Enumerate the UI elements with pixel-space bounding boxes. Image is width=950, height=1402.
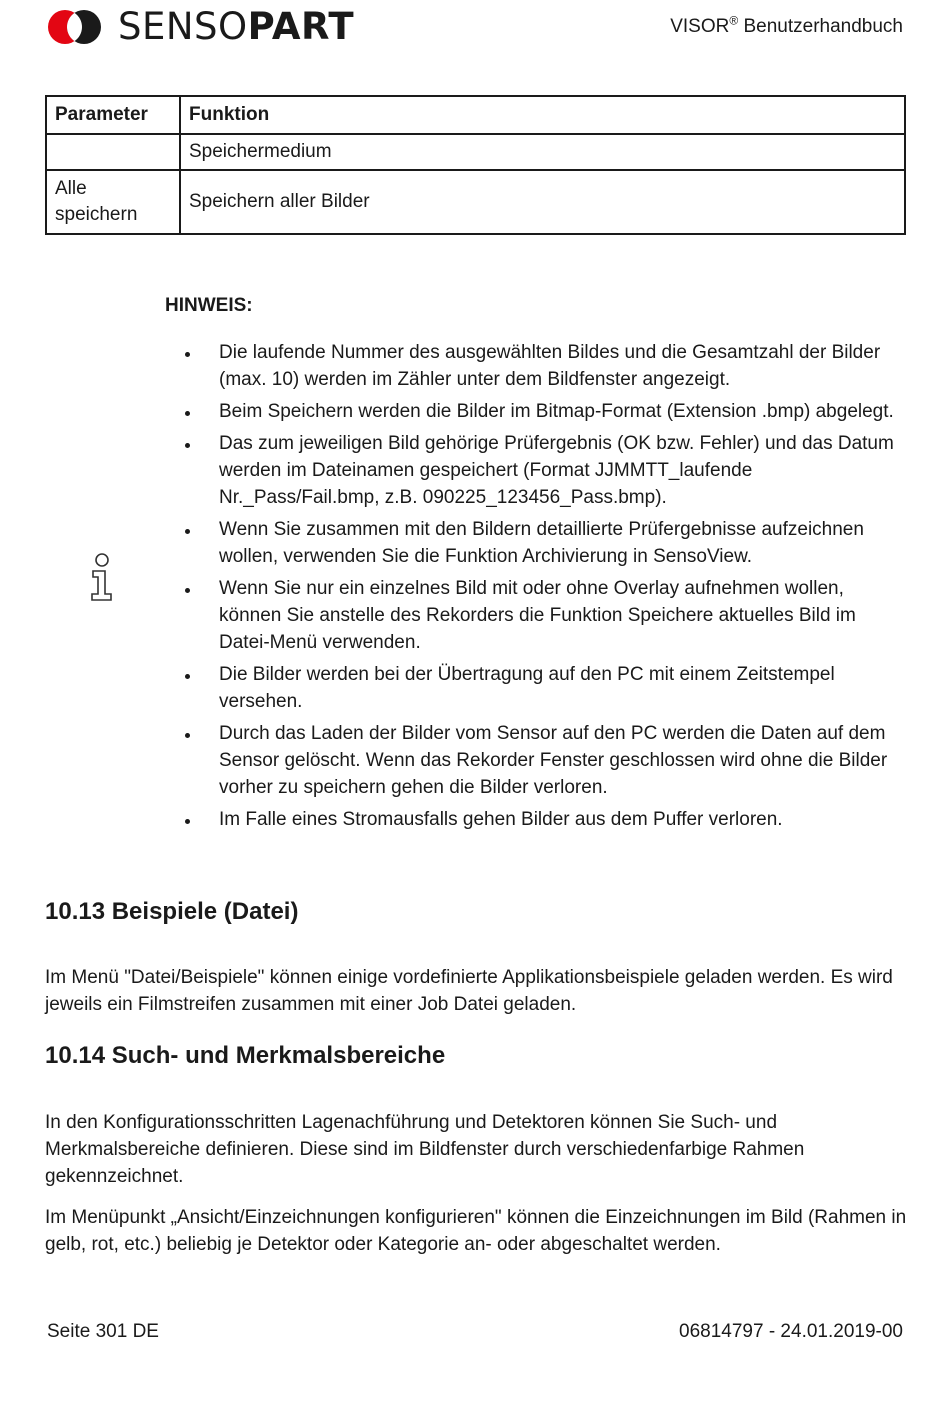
table-row bbox=[46, 134, 905, 170]
list-item: Beim Speichern werden die Bilder im Bitmap-Format (Extension .bmp) abgelegt. bbox=[183, 398, 903, 425]
note-heading: HINWEIS: bbox=[165, 295, 253, 316]
table-header-parameter: Parameter bbox=[46, 96, 180, 134]
list-item: Die Bilder werden bei der Übertragung auf den PC mit einem Zeitstempel versehen. bbox=[183, 661, 903, 715]
manual-title-prefix: VISOR bbox=[670, 16, 730, 37]
document-number: 06814797 - 24.01.2019-00 bbox=[679, 1321, 903, 1342]
parameter-table bbox=[45, 95, 906, 235]
logo-wordmark bbox=[118, 6, 354, 48]
page-number: Seite 301 DE bbox=[47, 1321, 159, 1342]
manual-title-suffix: Benutzerhandbuch bbox=[738, 16, 903, 37]
manual-title bbox=[670, 13, 903, 38]
list-item: Wenn Sie nur ein einzelnes Bild mit oder ohne Overlay aufnehmen wollen, können Sie anstelle des Rekorders die Funktion Speichere aktuelles Bild im Datei-Menü verwenden. bbox=[183, 575, 903, 656]
registered-mark: ® bbox=[729, 13, 739, 28]
logo-text-bold: PART bbox=[247, 5, 355, 48]
table-header-row bbox=[46, 96, 905, 134]
list-item: Durch das Laden der Bilder vom Sensor auf den PC werden die Daten auf dem Sensor gelöscht. Wenn das Rekorder Fenster geschlossen wird ohne die Bilder vorher zu speichern gehen die Bilder verloren. bbox=[183, 720, 903, 801]
table-row bbox=[46, 170, 905, 234]
section-heading-beispiele: 10.13 Beispiele (Datei) bbox=[45, 898, 299, 925]
paragraph: In den Konfigurationsschritten Lagenachführung und Detektoren können Sie Such- und Merkmalsbereiche definieren. Diese sind im Bildfenster durch verschiedenfarbige Rahmen gekennzeichnet. bbox=[45, 1112, 805, 1187]
paragraph: Im Menü "Datei/Beispiele" können einige vordefinierte Applikationsbeispiele geladen werden. Es wird jeweils ein Filmstreifen zusammen mit einer Job Datei geladen. bbox=[45, 967, 893, 1015]
section-heading-such-merkmalsbereiche: 10.14 Such- und Merkmalsbereiche bbox=[45, 1042, 446, 1069]
table-cell: Alle speichern bbox=[46, 170, 180, 234]
paragraph: Im Menüpunkt „Ansicht/Einzeichnungen konfigurieren" können die Einzeichnungen im Bild (Rahmen in gelb, rot, etc.) beliebig je Detektor oder Kategorie an- oder abgeschaltet werden. bbox=[45, 1207, 907, 1255]
table-cell: Speichermedium bbox=[180, 134, 905, 170]
table-header-funktion: Funktion bbox=[180, 96, 905, 134]
list-item: Wenn Sie zusammen mit den Bildern detaillierte Prüfergebnisse aufzeichnen wollen, verwenden Sie die Funktion Archivierung in SensoView. bbox=[183, 516, 903, 570]
logo-circles-icon bbox=[46, 8, 104, 46]
company-logo bbox=[46, 6, 354, 48]
table-cell bbox=[46, 134, 180, 170]
table-cell: Speichern aller Bilder bbox=[180, 170, 905, 234]
info-icon bbox=[88, 552, 116, 607]
list-item: Das zum jeweiligen Bild gehörige Prüfergebnis (OK bzw. Fehler) und das Datum werden im Dateinamen gespeichert (Format JJMMTT_laufende Nr._Pass/Fail.bmp, z.B. 090225_123456_Pass.bmp). bbox=[183, 430, 903, 511]
list-item: Die laufende Nummer des ausgewählten Bildes und die Gesamtzahl der Bilder (max. 10) werden im Zähler unter dem Bildfenster angezeigt. bbox=[183, 339, 903, 393]
logo-text-light: SENSO bbox=[118, 5, 248, 48]
note-list bbox=[183, 339, 903, 838]
list-item: Im Falle eines Stromausfalls gehen Bilder aus dem Puffer verloren. bbox=[183, 806, 903, 833]
